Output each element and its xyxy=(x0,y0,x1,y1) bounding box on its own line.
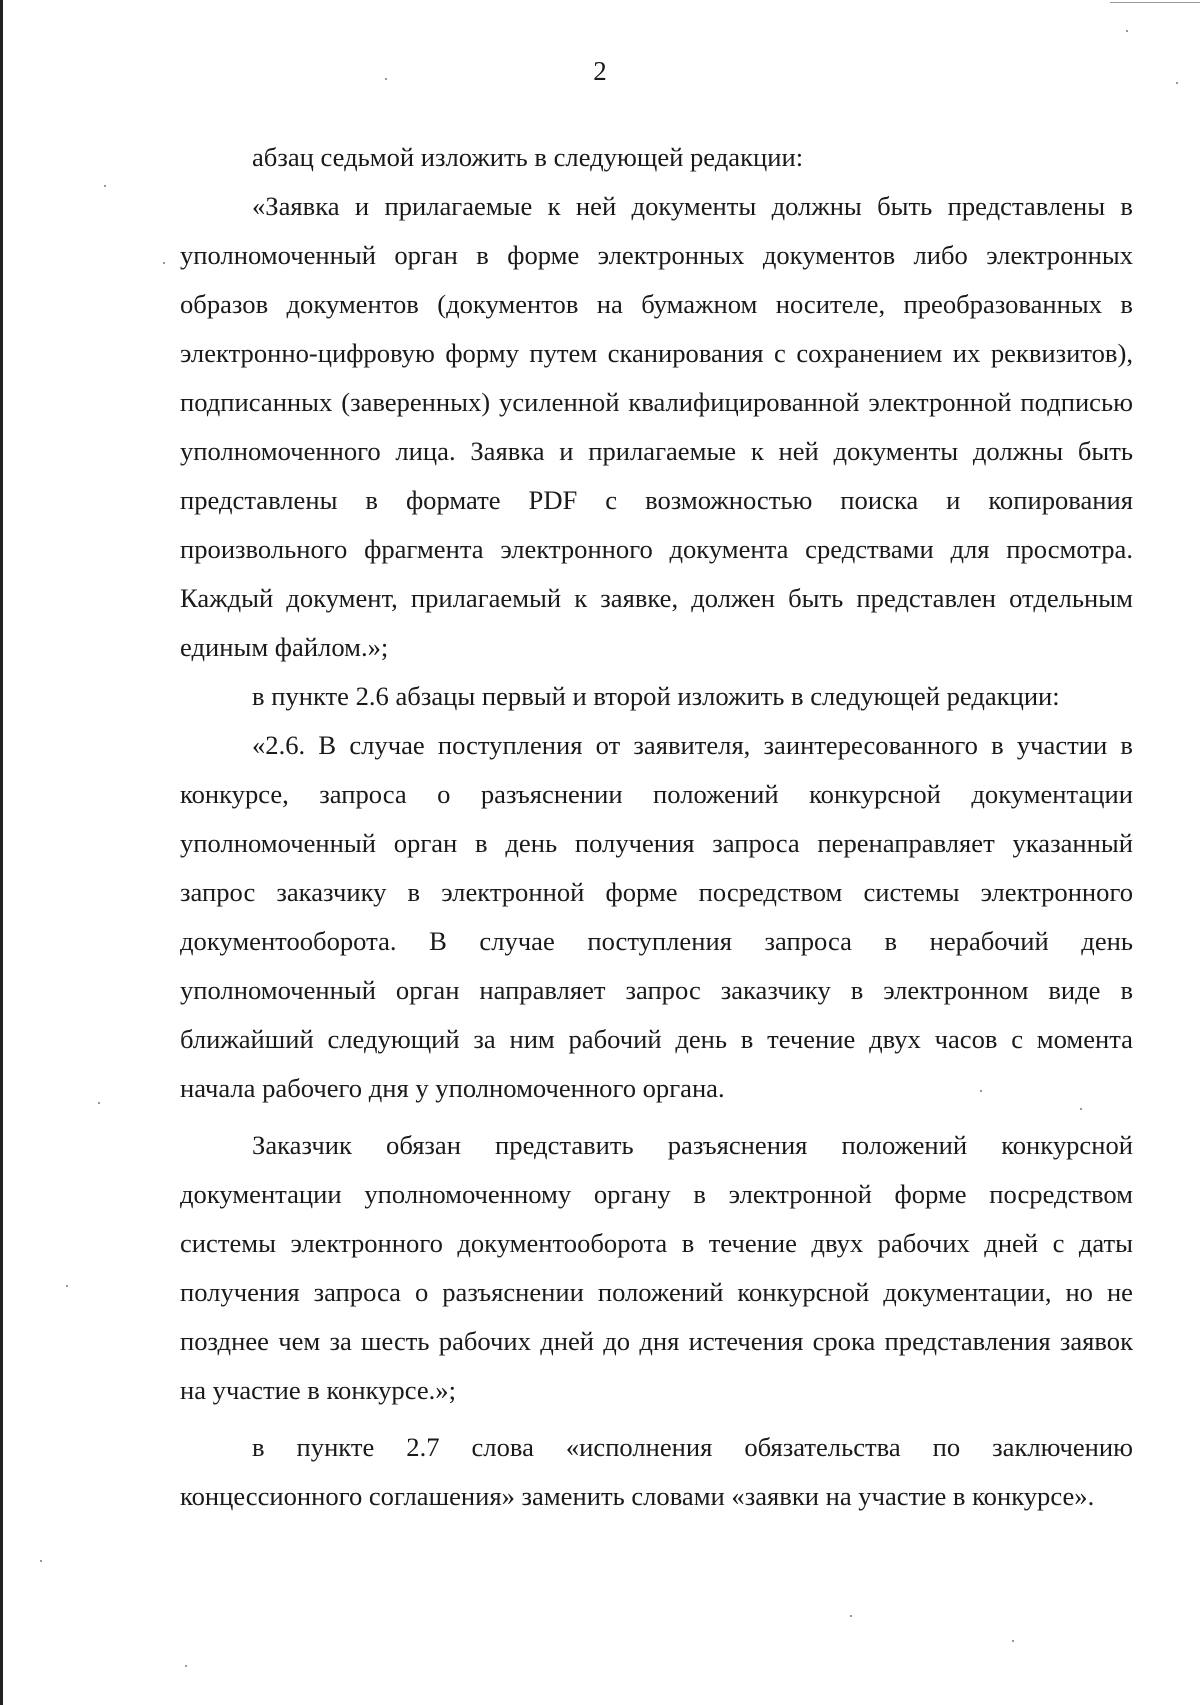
paragraph-intro-seventh: абзац седьмой изложить в следующей редакции: xyxy=(252,142,804,172)
paragraph-customer-obligation: Заказчик обязан представить разъяснения положений конкурсной документации уполномоченному органу в электронной форме посредством системы электронного документооборота в течение двух рабочих дней с даты получения запроса о разъяснении положений конкурсной документации, но не позднее чем за шесть рабочих дней до дня истечения срока представления заявок на участие в конкурсе.»; xyxy=(180,1130,1133,1405)
scan-speck xyxy=(1080,1108,1082,1110)
document-body xyxy=(180,133,1133,1521)
scan-speck xyxy=(40,1560,42,1562)
scan-speck xyxy=(1176,82,1178,84)
scan-speck xyxy=(980,1090,982,1092)
paragraph-intro-2-6: в пункте 2.6 абзацы первый и второй изложить в следующей редакции: xyxy=(252,681,1060,711)
scan-speck xyxy=(98,1102,100,1104)
paragraph-quoted-2-6: «2.6. В случае поступления от заявителя, заинтересованного в участии в конкурсе, запроса о разъяснении положений конкурсной документации уполномоченный орган в день получения запроса перенаправляет указанный запрос заказчику в электронной форме посредством системы электронного документооборота. В случае поступления запроса в нерабочий день уполномоченный орган направляет запрос заказчику в электронном виде в ближайший следующий за ним рабочий день в течение двух часов с момента начала рабочего дня у уполномоченного органа. xyxy=(180,730,1133,1103)
scan-speck xyxy=(185,1665,187,1667)
scan-speck xyxy=(850,1615,852,1617)
page-number: 2 xyxy=(593,56,607,86)
paragraph-2-7: в пункте 2.7 слова «исполнения обязательства по заключению концессионного соглашения» заменить словами «заявки на участие в конкурсе». xyxy=(180,1432,1133,1511)
scan-left-edge xyxy=(0,0,3,1705)
scan-speck xyxy=(163,262,165,264)
scan-speck xyxy=(1126,30,1128,32)
scan-speck xyxy=(1012,1640,1014,1642)
scan-speck xyxy=(104,185,106,187)
scan-speck xyxy=(385,78,387,80)
scan-speck xyxy=(66,1285,68,1287)
paragraph-quoted-application: «Заявка и прилагаемые к ней документы должны быть представлены в уполномоченный орган в форме электронных документов либо электронных образов документов (документов на бумажном носителе, преобразованных в электронно-цифровую форму путем сканирования с сохранением их реквизитов), подписанных (заверенных) усиленной квалифицированной электронной подписью уполномоченного лица. Заявка и прилагаемые к ней документы должны быть представлены в формате PDF с возможностью поиска и копирования произвольного фрагмента электронного документа средствами для просмотра. Каждый документ, прилагаемый к заявке, должен быть представлен отдельным единым файлом.»; xyxy=(180,191,1133,662)
scan-top-rule xyxy=(1110,2,1200,3)
